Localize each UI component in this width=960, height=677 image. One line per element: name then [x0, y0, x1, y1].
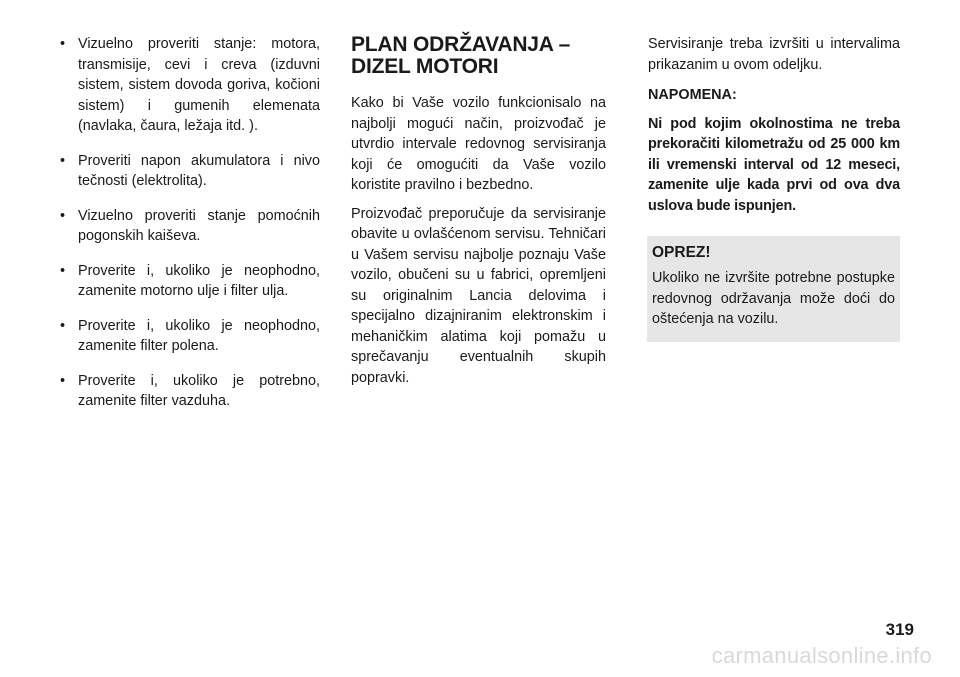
- page-number: 319: [885, 620, 914, 639]
- body-paragraph: Kako bi Vaše vozilo funkcionisalo na najbolji mogući način, proizvođač je utvrdio intervale redovnog servisiranja koji će omogućiti da Vaše vozilo koristite pravilno i bezbedno.: [351, 95, 606, 193]
- caution-box: [647, 236, 900, 342]
- section-title: [351, 34, 606, 78]
- list-item: • Vizuelno proveriti stanje: motora, transmisije, cevi i creva (izduvni sistem, sistem dovoda goriva, kočioni sistem) i gumenih elemenata (navlaka, čaura, ležaja itd. ).: [60, 34, 320, 137]
- caution-text: Ukoliko ne izvršite potrebne postupke redovnog održavanja može doći do oštećenja na vozilu.: [652, 270, 895, 327]
- section-title-line1: PLAN ODRŽAVANJA –: [351, 33, 571, 56]
- note-heading: NAPOMENA:: [648, 87, 737, 103]
- note-text: Ni pod kojim okolnostima ne treba prekoračiti kilometražu od 25 000 km ili vremenski interval od 12 meseci, zamenite ulje kada prvi od ova dva uslova bude ispunjen.: [648, 115, 900, 214]
- list-item: • Vizuelno proveriti stanje pomoćnih pogonskih kaiševa.: [60, 206, 320, 247]
- caution-title: OPREZ!: [652, 244, 711, 261]
- section-title-line2: DIZEL MOTORI: [351, 55, 499, 78]
- inspection-list: [60, 34, 320, 412]
- middle-column: [351, 34, 606, 396]
- left-column: [60, 34, 320, 426]
- list-item: • Proverite i, ukoliko je potrebno, zamenite filter vazduha.: [60, 371, 320, 412]
- watermark: carmanualsonline.info: [711, 643, 932, 668]
- list-item: • Proverite i, ukoliko je neophodno, zamenite filter polena.: [60, 316, 320, 357]
- body-paragraph: Proizvođač preporučuje da servisiranje obavite u ovlašćenom servisu. Tehničari u Vašem servisu najbolje poznaju Vaše vozilo, obučeni su u fabrici, opremljeni su originalnim Lancia delovima i specijalno dizajniranim elektronskim i mehaničkim alatima koji pomažu u sprečavanju eventualnih skupih popravki.: [351, 205, 606, 386]
- list-item: • Proverite i, ukoliko je neophodno, zamenite motorno ulje i filter ulja.: [60, 261, 320, 302]
- list-item: • Proveriti napon akumulatora i nivo tečnosti (elektrolita).: [60, 151, 320, 192]
- intro-paragraph: Servisiranje treba izvršiti u intervalima prikazanim u ovom odeljku.: [648, 36, 900, 73]
- right-column: [648, 34, 900, 342]
